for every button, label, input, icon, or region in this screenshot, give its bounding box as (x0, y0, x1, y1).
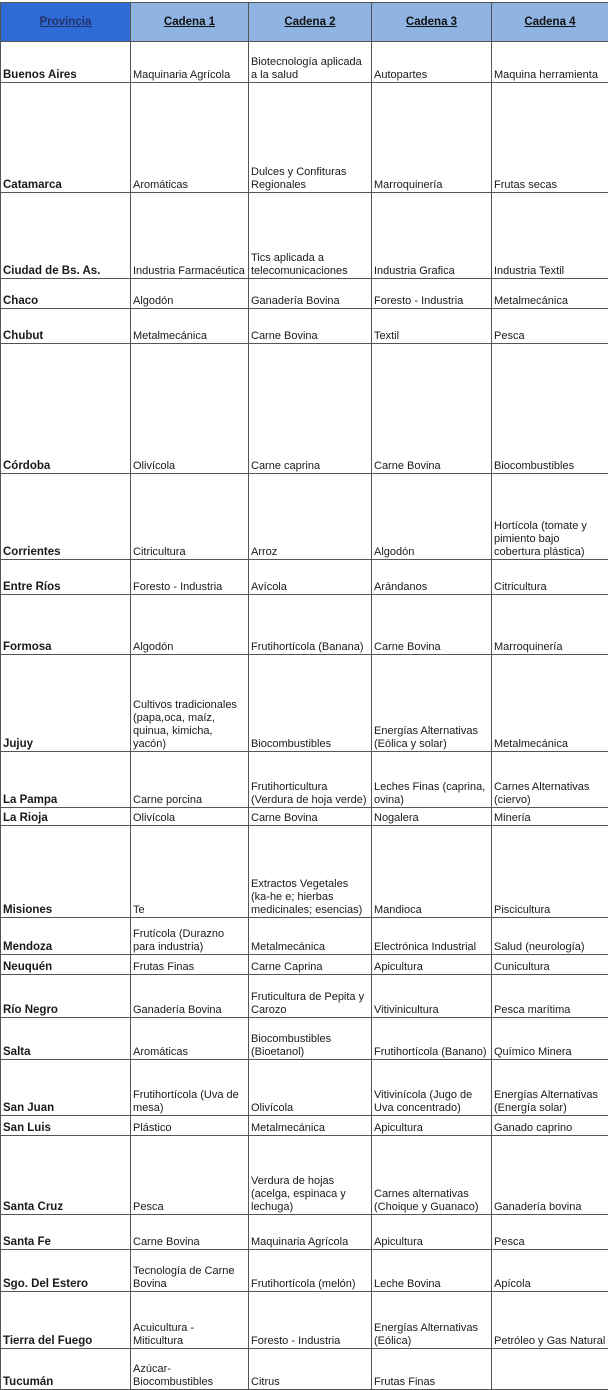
cadena-cell: Biocombustibles (492, 344, 608, 474)
cadena-cell: Metalmecánica (249, 918, 372, 955)
cadena-cell: Ganadería Bovina (249, 279, 372, 309)
cadena-cell: Citricultura (492, 560, 608, 595)
cadena-cell: Ganadería Bovina (131, 975, 249, 1018)
province-cell: Chaco (1, 279, 131, 309)
province-cell: Mendoza (1, 918, 131, 955)
cadena-cell: Arándanos (372, 560, 492, 595)
cadena-cell: Carne Bovina (249, 309, 372, 344)
cadena-cell: Cunicultura (492, 955, 608, 975)
province-cell: Catamarca (1, 83, 131, 193)
cadena-cell: Frutihortícola (melón) (249, 1250, 372, 1292)
table-row (1, 560, 608, 595)
table-row (1, 42, 608, 83)
table-row (1, 655, 608, 752)
cadena-cell: Frutihortícola (Uva de mesa) (131, 1060, 249, 1116)
province-cell: Formosa (1, 595, 131, 655)
table-row (1, 826, 608, 918)
cadena-cell: Biotecnología aplicada a la salud (249, 42, 372, 83)
header-provincia: Provincia (1, 3, 131, 42)
cadena-cell: Hortícola (tomate y pimiento bajo cobertura plástica) (492, 474, 608, 560)
cadena-cell: Pesca (492, 1215, 608, 1250)
cadena-cell: Carne caprina (249, 344, 372, 474)
table-row (1, 1292, 608, 1349)
province-cell: Chubut (1, 309, 131, 344)
province-cell: La Pampa (1, 752, 131, 808)
cadena-cell: Olivícola (131, 344, 249, 474)
table-row (1, 1136, 608, 1215)
cadena-cell: Foresto - Industria (249, 1292, 372, 1349)
table-row (1, 1060, 608, 1116)
province-cell: Neuquén (1, 955, 131, 975)
province-cell: Misiones (1, 826, 131, 918)
province-cell: Corrientes (1, 474, 131, 560)
table-row (1, 955, 608, 975)
province-cell: Santa Cruz (1, 1136, 131, 1215)
cadena-cell: Químico Minera (492, 1018, 608, 1060)
cadena-cell: Mandioca (372, 826, 492, 918)
cadena-cell: Carne Bovina (372, 344, 492, 474)
cadena-cell: Frutihortícola (Banana) (249, 595, 372, 655)
cadena-cell: Aromáticas (131, 1018, 249, 1060)
table-row (1, 344, 608, 474)
cadena-cell: Tecnología de Carne Bovina (131, 1250, 249, 1292)
cadena-cell: Energías Alternativas (Eólica) (372, 1292, 492, 1349)
province-cell: Jujuy (1, 655, 131, 752)
cadena-cell: Minería (492, 808, 608, 826)
table-row (1, 975, 608, 1018)
table-row (1, 83, 608, 193)
cadena-cell: Frutas secas (492, 83, 608, 193)
cadena-cell: Acuicultura - Miticultura (131, 1292, 249, 1349)
cadena-cell: Energías Alternativas (Energía solar) (492, 1060, 608, 1116)
province-cell: La Rioja (1, 808, 131, 826)
cadena-cell: Te (131, 826, 249, 918)
cadena-cell: Carne Bovina (131, 1215, 249, 1250)
cadena-cell (492, 1349, 608, 1390)
cadena-cell: Vitivinícola (Jugo de Uva concentrado) (372, 1060, 492, 1116)
cadena-cell: Metalmecánica (131, 309, 249, 344)
cadena-cell: Marroquinería (492, 595, 608, 655)
province-cell: Tucumán (1, 1349, 131, 1390)
cadena-cell: Azúcar- Biocombustibles (131, 1349, 249, 1390)
cadena-cell: Metalmecánica (492, 655, 608, 752)
header-cadena-1: Cadena 1 (131, 3, 249, 42)
cadena-cell: Biocombustibles (249, 655, 372, 752)
cadena-cell: Pesca (131, 1136, 249, 1215)
cadena-cell: Frutícola (Durazno para industria) (131, 918, 249, 955)
province-cell: Salta (1, 1018, 131, 1060)
cadena-cell: Plástico (131, 1116, 249, 1136)
cadena-cell: Citricultura (131, 474, 249, 560)
cadena-cell: Olivícola (249, 1060, 372, 1116)
cadena-cell: Textil (372, 309, 492, 344)
cadena-cell: Maquinaria Agrícola (131, 42, 249, 83)
table-row (1, 918, 608, 955)
table-row (1, 808, 608, 826)
table-row (1, 193, 608, 279)
cadena-cell: Carnes Alternativas (ciervo) (492, 752, 608, 808)
cadena-cell: Vitivinicultura (372, 975, 492, 1018)
cadena-cell: Pesca (492, 309, 608, 344)
cadena-cell: Tics aplicada a telecomunicaciones (249, 193, 372, 279)
cadena-cell: Citrus (249, 1349, 372, 1390)
cadena-cell: Piscicultura (492, 826, 608, 918)
cadena-cell: Apicultura (372, 1215, 492, 1250)
table-row (1, 1215, 608, 1250)
cadena-cell: Energías Alternativas (Eólica y solar) (372, 655, 492, 752)
province-cell: Córdoba (1, 344, 131, 474)
table-row (1, 1250, 608, 1292)
province-cell: Ciudad de Bs. As. (1, 193, 131, 279)
cadena-cell: Leche Bovina (372, 1250, 492, 1292)
province-cell: Tierra del Fuego (1, 1292, 131, 1349)
cadena-cell: Algodón (372, 474, 492, 560)
header-cadena-3: Cadena 3 (372, 3, 492, 42)
province-cell: Río Negro (1, 975, 131, 1018)
cadena-cell: Frutas Finas (131, 955, 249, 975)
cadena-cell: Biocombustibles (Bioetanol) (249, 1018, 372, 1060)
cadena-cell: Algodón (131, 279, 249, 309)
cadena-cell: Foresto - Industria (131, 560, 249, 595)
table-row (1, 474, 608, 560)
cadena-cell: Salud (neurología) (492, 918, 608, 955)
cadena-cell: Avícola (249, 560, 372, 595)
header-cadena-2: Cadena 2 (249, 3, 372, 42)
table-row (1, 1116, 608, 1136)
province-cell: Entre Ríos (1, 560, 131, 595)
province-cell: Santa Fe (1, 1215, 131, 1250)
table-row (1, 1018, 608, 1060)
cadena-cell: Extractos Vegetales (ka-he e; hierbas medicinales; esencias) (249, 826, 372, 918)
cadena-cell: Carne Caprina (249, 955, 372, 975)
province-cell: Buenos Aires (1, 42, 131, 83)
cadena-cell: Industria Grafica (372, 193, 492, 279)
cadena-cell: Apícola (492, 1250, 608, 1292)
cadena-cell: Aromáticas (131, 83, 249, 193)
table-row (1, 752, 608, 808)
cadena-cell: Dulces y Confituras Regionales (249, 83, 372, 193)
cadena-cell: Electrónica Industrial (372, 918, 492, 955)
province-cell: San Juan (1, 1060, 131, 1116)
cadena-cell: Arroz (249, 474, 372, 560)
cadena-cell: Maquinaria Agrícola (249, 1215, 372, 1250)
table-row (1, 309, 608, 344)
cadena-cell: Maquina herramienta (492, 42, 608, 83)
province-cell: Sgo. Del Estero (1, 1250, 131, 1292)
cadena-cell: Algodón (131, 595, 249, 655)
cadena-cell: Apicultura (372, 1116, 492, 1136)
cadena-cell: Metalmecánica (249, 1116, 372, 1136)
cadena-cell: Cultivos tradicionales (papa,oca, maíz, quinua, kimicha, yacón) (131, 655, 249, 752)
cadena-cell: Autopartes (372, 42, 492, 83)
cadena-cell: Frutihorticultura (Verdura de hoja verde) (249, 752, 372, 808)
cadena-cell: Ganado caprino (492, 1116, 608, 1136)
cadena-cell: Olivícola (131, 808, 249, 826)
cadenas-table (0, 2, 608, 1390)
cadena-cell: Industria Textil (492, 193, 608, 279)
cadena-cell: Ganadería bovina (492, 1136, 608, 1215)
cadena-cell: Carne Bovina (372, 595, 492, 655)
table-body (1, 42, 608, 1390)
cadena-cell: Petróleo y Gas Natural (492, 1292, 608, 1349)
cadena-cell: Carne Bovina (249, 808, 372, 826)
cadena-cell: Pesca marítima (492, 975, 608, 1018)
cadena-cell: Industria Farmacéutica (131, 193, 249, 279)
cadena-cell: Apicultura (372, 955, 492, 975)
cadena-cell: Metalmecánica (492, 279, 608, 309)
header-row (1, 3, 608, 42)
cadena-cell: Carnes alternativas (Choique y Guanaco) (372, 1136, 492, 1215)
cadena-cell: Foresto - Industria (372, 279, 492, 309)
cadena-cell: Carne porcina (131, 752, 249, 808)
table-row (1, 595, 608, 655)
table-row (1, 279, 608, 309)
header-cadena-4: Cadena 4 (492, 3, 608, 42)
cadena-cell: Fruticultura de Pepita y Carozo (249, 975, 372, 1018)
cadena-cell: Nogalera (372, 808, 492, 826)
cadena-cell: Verdura de hojas (acelga, espinaca y lechuga) (249, 1136, 372, 1215)
cadena-cell: Frutas Finas (372, 1349, 492, 1390)
cadena-cell: Leches Finas (caprina, ovina) (372, 752, 492, 808)
province-cell: San Luis (1, 1116, 131, 1136)
cadena-cell: Marroquinería (372, 83, 492, 193)
table-row (1, 1349, 608, 1390)
cadena-cell: Frutihortícola (Banano) (372, 1018, 492, 1060)
